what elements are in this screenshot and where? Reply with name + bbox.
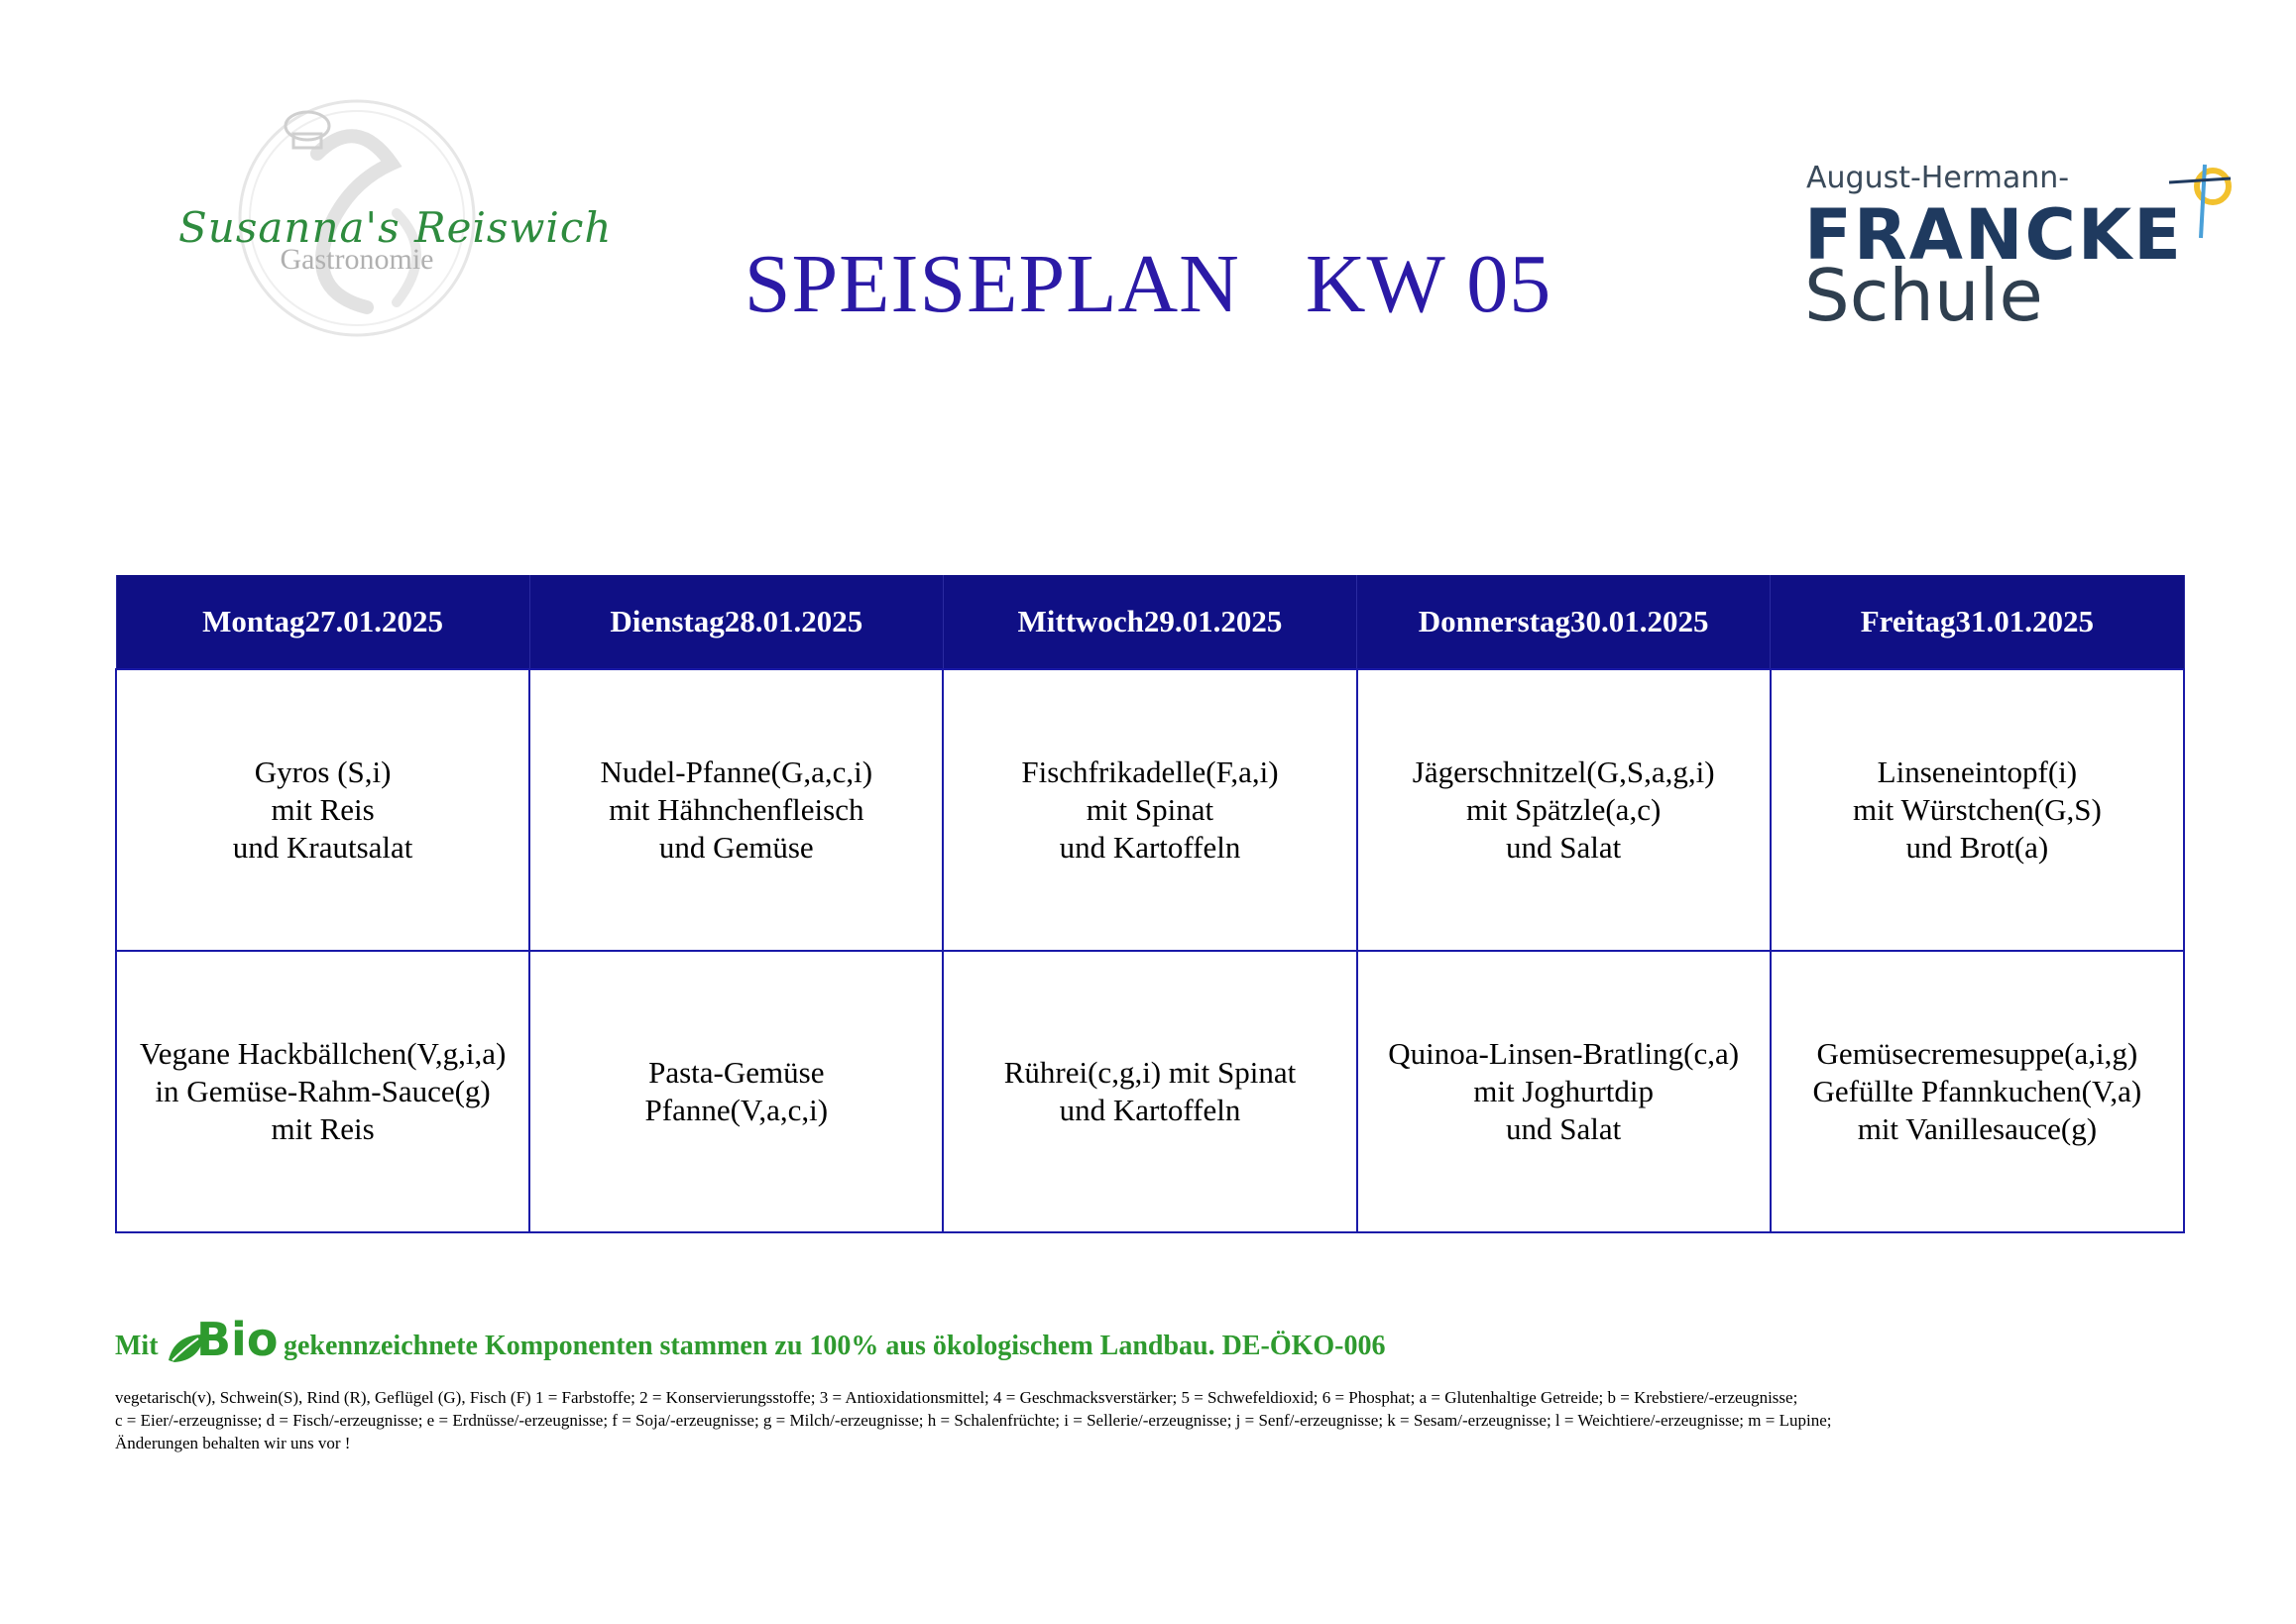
dish-line: mit Würstchen(G,S) [1852,792,2102,827]
logo-line-1: August-Hermann- [1806,161,2070,195]
dish-line: und Krautsalat [232,830,413,865]
menu-cell [1771,669,2184,951]
day-date: 29.01.2025 [1143,604,1283,638]
dish-line: mit Reis [271,792,375,827]
logo-line-3: Schule [1804,254,2043,337]
day-header-wednesday [943,575,1356,669]
dish-line: mit Spätzle(a,c) [1466,792,1662,827]
page-title: SPEISEPLAN KW 05 [744,238,1552,330]
bio-word: Bio [196,1313,279,1366]
brand-subtitle: Gastronomie [280,243,434,276]
dish-line: mit Vanillesauce(g) [1857,1111,2098,1146]
dish-line: Linseneintopf(i) [1877,754,2078,789]
day-date: 30.01.2025 [1570,604,1709,638]
menu-cell [529,951,943,1232]
day-date: 27.01.2025 [304,604,443,638]
bio-text: gekennzeichnete Komponenten stammen zu 100% aus ökologischem Landbau. DE-ÖKO-006 [284,1331,1386,1361]
dish-line: und Kartoffeln [1059,1093,1241,1127]
day-name: Montag [202,604,305,638]
day-name: Dienstag [610,604,725,638]
dish-line: mit Spinat [1086,792,1214,827]
menu-cell [116,669,529,951]
bio-prefix: Mit [115,1331,159,1361]
brand-name: Susanna's Reiswich [178,203,613,252]
dish-line: Gefüllte Pfannkuchen(V,a) [1812,1074,2142,1108]
dish-line: Nudel-Pfanne(G,a,c,i) [600,754,873,789]
dish-line: in Gemüse-Rahm-Sauce(g) [155,1074,491,1108]
dish-line: Vegane Hackbällchen(V,g,i,a) [139,1036,507,1071]
day-name: Mittwoch [1017,604,1144,638]
allergen-legend [115,1386,2246,1454]
logo-line-2: FRANCKE [1804,194,2183,276]
dish-line: und Salat [1506,1111,1622,1146]
legend-line: vegetarisch(v), Schwein(S), Rind (R), Geflügel (G), Fisch (F) 1 = Farbstoffe; 2 = Konservierungsstoffe; 3 = Antioxidationsmittel; 4 = Geschmacksverstärker; 5 = Schwefeldioxid; 6 = Phosphat; a = Glutenhaltige Getreide; b = Krebstiere/-erzeugnisse; [115,1388,1798,1407]
dish-line: Pfanne(V,a,c,i) [644,1093,829,1127]
day-header-thursday [1357,575,1771,669]
dish-line: und Kartoffeln [1059,830,1241,865]
menu-cell [529,669,943,951]
bio-note [115,1313,2197,1376]
dish-line: Jägerschnitzel(G,S,a,g,i) [1412,754,1715,789]
day-name: Freitag [1860,604,1956,638]
dish-line: und Salat [1506,830,1622,865]
menu-cell [1771,951,2184,1232]
bio-logo [167,1313,286,1372]
dish-line: mit Joghurtdip [1473,1074,1654,1108]
legend-line: Änderungen behalten wir uns vor ! [115,1434,351,1452]
dish-line: Rührei(c,g,i) mit Spinat [1003,1055,1297,1090]
menu-row-2 [116,951,2184,1232]
menu-cell [1357,669,1771,951]
day-header-friday [1771,575,2184,669]
francke-schule-logo [1804,159,2240,337]
menu-cell [943,951,1356,1232]
legend-line: c = Eier/-erzeugnisse; d = Fisch/-erzeugnisse; e = Erdnüsse/-erzeugnisse; f = Soja/-erzeugnisse; g = Milch/-erzeugnisse; h = Schalenfrüchte; i = Sellerie/-erzeugnisse; j = Senf/-erzeugnisse; k = Sesam/-erzeugnisse; l = Weichtiere/-erzeugnisse; m = Lupine; [115,1411,1832,1430]
day-date: 31.01.2025 [1955,604,2095,638]
dish-line: Gemüsecremesuppe(a,i,g) [1816,1036,2138,1071]
dish-line: mit Hähnchenfleisch [609,792,864,827]
menu-cell [116,951,529,1232]
dish-line: mit Reis [271,1111,375,1146]
menu-table [115,575,2185,1233]
dish-line: Pasta-Gemüse [648,1055,825,1090]
day-header-tuesday [529,575,943,669]
menu-cell [1357,951,1771,1232]
day-date: 28.01.2025 [724,604,863,638]
dish-line: Fischfrikadelle(F,a,i) [1021,754,1279,789]
day-header-monday [116,575,529,669]
day-name: Donnerstag [1418,604,1571,638]
dish-line: und Brot(a) [1905,830,2049,865]
dish-line: und Gemüse [658,830,814,865]
day-header-row [116,575,2184,669]
dish-line: Gyros (S,i) [254,754,392,789]
dish-line: Quinoa-Linsen-Bratling(c,a) [1388,1036,1740,1071]
logo-sun-icon [2161,159,2240,248]
menu-cell [943,669,1356,951]
menu-row-1 [116,669,2184,951]
